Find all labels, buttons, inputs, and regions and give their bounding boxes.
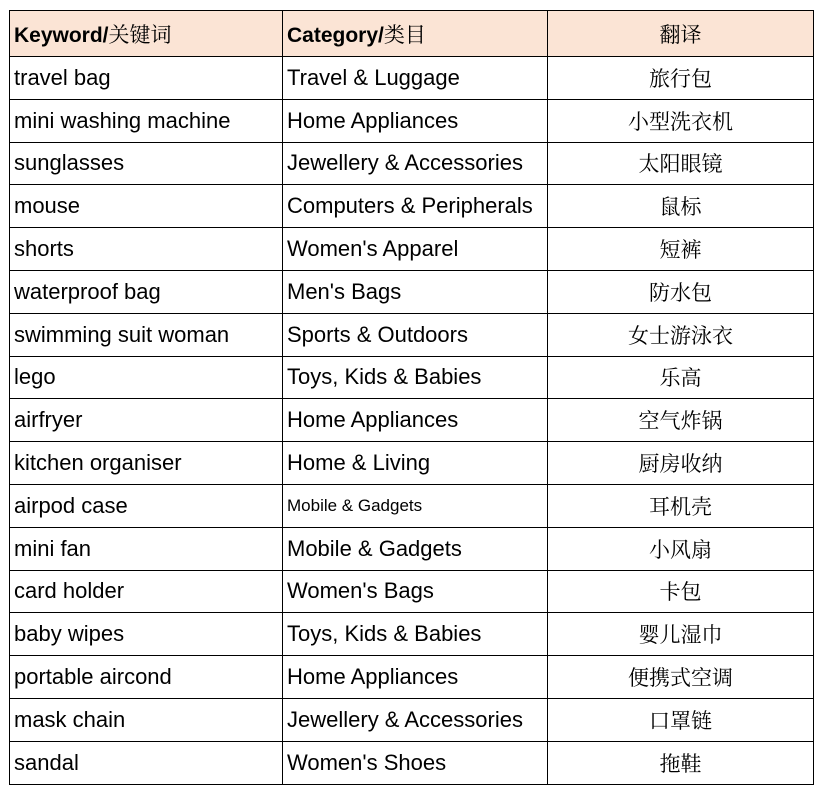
translation-cell: 太阳眼镜 [548,142,814,185]
category-cell: Computers & Peripherals [283,185,548,228]
table-row [10,270,814,313]
translation-cell: 厨房收纳 [548,442,814,485]
translation-cell: 耳机壳 [548,484,814,527]
category-cell: Home Appliances [283,99,548,142]
table-row [10,527,814,570]
translation-cell: 拖鞋 [548,741,814,784]
header-category [283,11,548,57]
category-cell: Women's Shoes [283,741,548,784]
keyword-cell: airpod case [10,484,283,527]
keyword-cell: waterproof bag [10,270,283,313]
translation-cell: 短裤 [548,228,814,271]
header-keyword-zh: 关键词 [108,23,172,47]
translation-cell: 婴儿湿巾 [548,613,814,656]
translation-cell: 鼠标 [548,185,814,228]
category-cell: Women's Apparel [283,228,548,271]
category-cell: Sports & Outdoors [283,313,548,356]
keyword-cell: portable aircond [10,656,283,699]
keyword-cell: sandal [10,741,283,784]
translation-cell: 卡包 [548,570,814,613]
table-row [10,313,814,356]
table-row [10,656,814,699]
category-cell: Jewellery & Accessories [283,142,548,185]
category-cell: Jewellery & Accessories [283,698,548,741]
translation-cell: 旅行包 [548,57,814,100]
translation-cell: 防水包 [548,270,814,313]
keyword-cell: shorts [10,228,283,271]
category-cell: Home Appliances [283,656,548,699]
header-keyword-en: Keyword/ [14,23,109,47]
category-cell: Toys, Kids & Babies [283,356,548,399]
category-cell: Mobile & Gadgets [283,527,548,570]
keyword-cell: mouse [10,185,283,228]
table-row [10,356,814,399]
table-row [10,570,814,613]
category-cell: Home Appliances [283,399,548,442]
table-row [10,484,814,527]
table-row [10,57,814,100]
keyword-cell: baby wipes [10,613,283,656]
table-row [10,228,814,271]
category-cell: Women's Bags [283,570,548,613]
translation-cell: 女士游泳衣 [548,313,814,356]
header-keyword [10,11,283,57]
table-row [10,698,814,741]
keyword-cell: mini fan [10,527,283,570]
header-category-en: Category/ [287,23,384,47]
category-cell: Toys, Kids & Babies [283,613,548,656]
table-row [10,399,814,442]
keyword-cell: sunglasses [10,142,283,185]
translation-cell: 小型洗衣机 [548,99,814,142]
keyword-cell: airfryer [10,399,283,442]
translation-cell: 乐高 [548,356,814,399]
header-translation: 翻译 [548,11,814,57]
keyword-cell: mini washing machine [10,99,283,142]
category-cell: Home & Living [283,442,548,485]
translation-cell: 空气炸锅 [548,399,814,442]
keyword-cell: card holder [10,570,283,613]
translation-cell: 小风扇 [548,527,814,570]
category-cell: Mobile & Gadgets [283,484,548,527]
keyword-cell: travel bag [10,57,283,100]
table-row [10,613,814,656]
table-row [10,99,814,142]
translation-cell: 口罩链 [548,698,814,741]
table-row [10,442,814,485]
translation-cell: 便携式空调 [548,656,814,699]
table-row [10,185,814,228]
keyword-cell: kitchen organiser [10,442,283,485]
header-category-zh: 类目 [383,23,426,47]
keyword-cell: mask chain [10,698,283,741]
keyword-cell: lego [10,356,283,399]
category-cell: Men's Bags [283,270,548,313]
keyword-table [9,10,814,785]
header-row [10,11,814,57]
table-row [10,142,814,185]
table-row [10,741,814,784]
keyword-cell: swimming suit woman [10,313,283,356]
category-cell: Travel & Luggage [283,57,548,100]
